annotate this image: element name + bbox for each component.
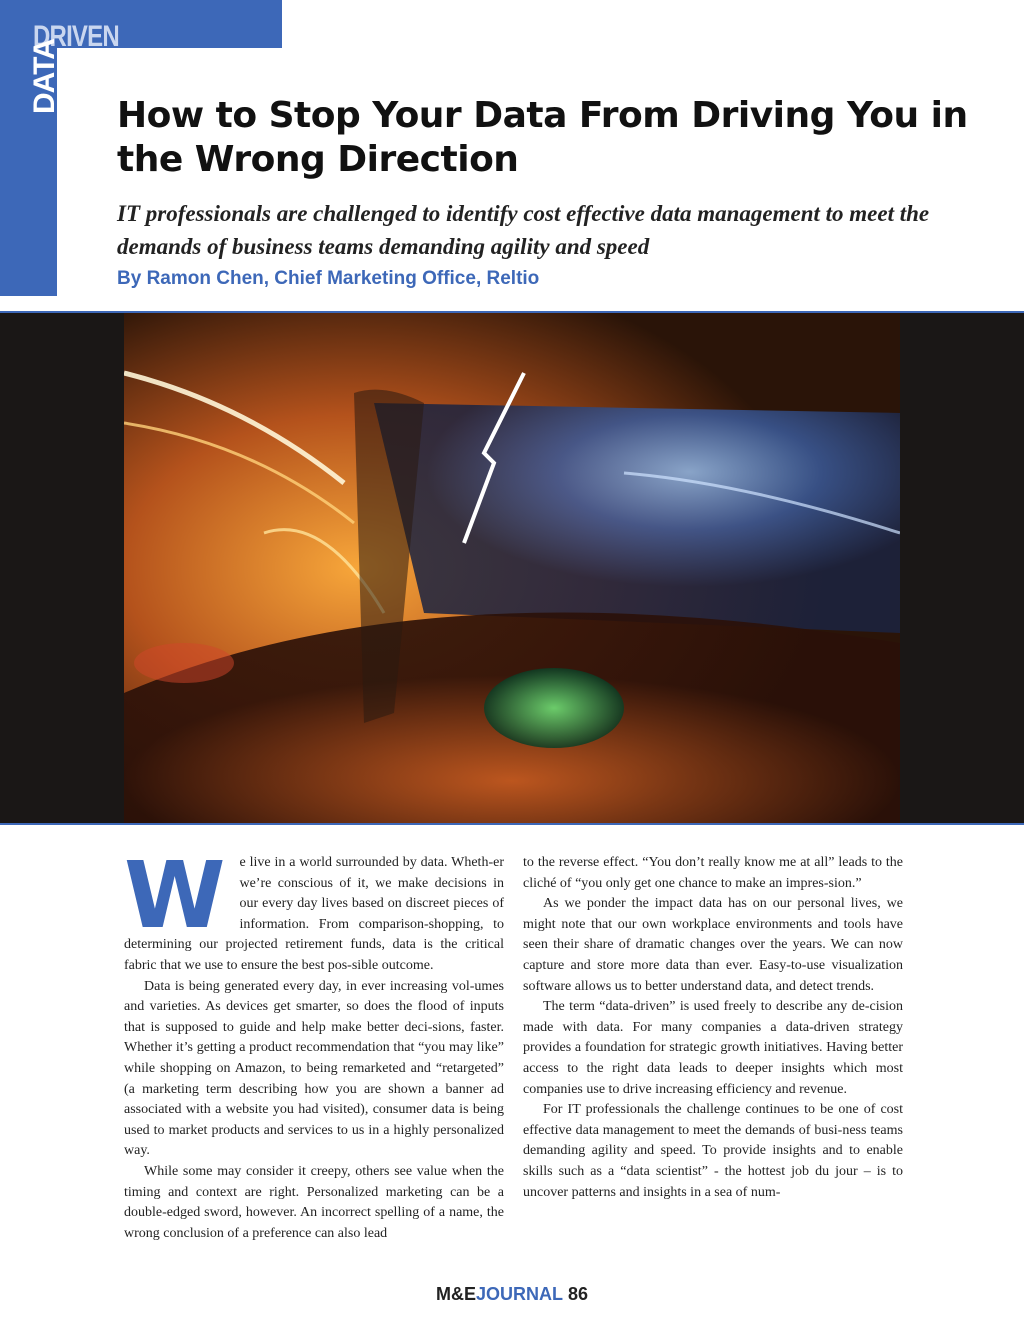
article-byline: By Ramon Chen, Chief Marketing Office, Reltio: [117, 268, 540, 289]
article-column-right: [523, 853, 903, 1203]
paragraph: Data is being generated every day, in ever increasing vol-umes and varieties. As devices get smarter, so does the flood of inputs that is supposed to guide and help make better deci-sions, faster. Whether it’s getting a product recommendation that “you may like” while shopping on Amazon, to being remarketed and “retargeted” (a marketing term describing how you are shown a banner ad associated with a website you had visited), consumer data is being used to market products and services to us in a highly personalized way.: [124, 978, 504, 1159]
photo-band: [0, 311, 1024, 825]
paragraph: to the reverse effect. “You don’t really know me at all” leads to the cliché of “you only get one chance to make an impres-sion.”: [523, 855, 903, 891]
publication-name-b: JOURNAL: [475, 1284, 563, 1304]
article-column-left: [124, 842, 504, 1244]
paragraph: The term “data-driven” is used freely to describe any de-cision made with data. For many companies a data-driven strategy provides a foundation for strategic growth initiatives. Having better access to the right data leads to deeper insights which most companies use to drive increasing efficiency and revenue.: [523, 999, 903, 1097]
page-number: 86: [568, 1284, 589, 1304]
drop-cap: W: [124, 842, 226, 949]
paragraph: e live in a world surrounded by data. Wheth-er we’re conscious of it, we make decisions in our every day lives based on discreet pieces of information. From comparison-shopping, to determining our projected retirement funds, data is the critical fabric that we use to ensure the best pos-sible outcome.: [124, 855, 504, 973]
paragraph: While some may consider it creepy, others see value when the timing and context are right. Personalized marketing can be a double-edged sword, however. An incorrect spelling of a name, the wrong conclusion of a preference can also lead: [124, 1163, 504, 1241]
article-title: How to Stop Your Data From Driving You in the Wrong Direction: [117, 95, 968, 180]
paragraph: As we ponder the impact data has on our personal lives, we might note that our own workplace environments and tools have seen their share of dramatic changes over the years. We can now capture and store more data than ever. Easy-to-use visualization software allows us to better understand data, and detect trends.: [523, 896, 903, 994]
night-driving-photo: [124, 313, 900, 823]
section-label-driven: DRIVEN: [33, 20, 119, 53]
article-subtitle: IT professionals are challenged to identify cost effective data management to meet the demands of business teams demanding agility and speed: [117, 201, 930, 259]
section-label-data: DATA: [28, 39, 61, 114]
paragraph: For IT professionals the challenge continues to be one of cost effective data management to meet the demands of busi-ness teams demanding agility and speed. To provide insights and to enable skills such as a “data scientist” - the hottest job du jour – is to uncover patterns and insights in a sea of num-: [523, 1102, 903, 1200]
publication-name-a: M&E: [435, 1284, 476, 1304]
publication-name: [436, 1284, 563, 1305]
page-footer: [0, 1284, 1024, 1305]
